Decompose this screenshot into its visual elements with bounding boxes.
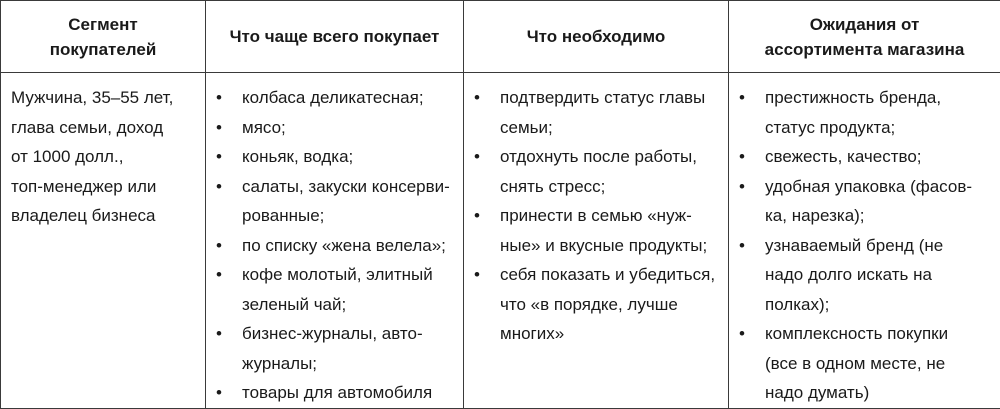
header-segment [1, 1, 206, 73]
segment-line: Мужчина, 35–55 лет, [11, 83, 199, 113]
list-item-line: • престижность бренда, [765, 83, 994, 113]
list-item-line: • принести в семью «нуж- [500, 201, 722, 231]
list-item-line: ные» и вкусные продукты; [500, 231, 722, 261]
header-line: покупателей [7, 37, 199, 62]
list-item-line: • подтвердить статус главы [500, 83, 722, 113]
header-line: Что необходимо [470, 24, 722, 49]
segment-line: глава семьи, доход [11, 113, 199, 143]
list-item-line: • по списку «жена велела»; [242, 231, 457, 261]
list-item-line: журналы; [242, 349, 457, 379]
segment-cell [1, 73, 206, 409]
list-item-line: полках); [765, 290, 994, 320]
list-item [216, 231, 457, 261]
list-item-line: • колбаса деликатесная; [242, 83, 457, 113]
needs-cell [464, 73, 729, 409]
list-item [216, 260, 457, 319]
list-item-line: • удобная упаковка (фасов- [765, 172, 994, 202]
list-item-line: надо думать) [765, 378, 994, 408]
list-item [474, 83, 722, 142]
list-item-line: надо долго искать на [765, 260, 994, 290]
list-item-line: • бизнес-журналы, авто- [242, 319, 457, 349]
segment-line: владелец бизнеса [11, 201, 199, 231]
list-item-line: рованные; [242, 201, 457, 231]
list-item [739, 231, 994, 320]
list-item [474, 201, 722, 260]
list-item-line: статус продукта; [765, 113, 994, 143]
list-item-line: • комплексность покупки [765, 319, 994, 349]
header-line: Сегмент [7, 12, 199, 37]
list-item-line: ка, нарезка); [765, 201, 994, 231]
list-item [739, 172, 994, 231]
header-row [1, 1, 1000, 73]
list-item [216, 142, 457, 172]
list-item-line: • салаты, закуски консерви- [242, 172, 457, 202]
list-item-line: • узнаваемый бренд (не [765, 231, 994, 261]
buys-list [216, 83, 457, 408]
list-item [216, 172, 457, 231]
header-expectations [729, 1, 1000, 73]
segment-line: от 1000 долл., [11, 142, 199, 172]
list-item-line: (все в одном месте, не [765, 349, 994, 379]
expectations-list [739, 83, 994, 408]
expectations-cell [729, 73, 1000, 409]
list-item-line: • товары для автомобиля [242, 378, 457, 408]
segment-line: топ-менеджер или [11, 172, 199, 202]
header-needs [464, 1, 729, 73]
list-item [216, 378, 457, 408]
list-item-line: • себя показать и убедиться, [500, 260, 722, 290]
header-line: Ожидания от [735, 12, 994, 37]
list-item-line: что «в порядке, лучше [500, 290, 722, 320]
list-item [216, 319, 457, 378]
list-item-line: • мясо; [242, 113, 457, 143]
header-buys [206, 1, 464, 73]
list-item-line: • свежесть, качество; [765, 142, 994, 172]
list-item [739, 142, 994, 172]
buys-cell [206, 73, 464, 409]
list-item-line: многих» [500, 319, 722, 349]
list-item [216, 83, 457, 113]
needs-list [474, 83, 722, 349]
list-item-line: семьи; [500, 113, 722, 143]
list-item-line: • коньяк, водка; [242, 142, 457, 172]
header-line: Что чаще всего покупает [212, 24, 457, 49]
list-item [216, 113, 457, 143]
list-item [474, 260, 722, 349]
list-item [739, 83, 994, 142]
table-row [1, 73, 1000, 409]
list-item-line: • отдохнуть после работы, [500, 142, 722, 172]
list-item-line: • кофе молотый, элитный [242, 260, 457, 290]
list-item [474, 142, 722, 201]
list-item-line: снять стресс; [500, 172, 722, 202]
list-item [739, 319, 994, 408]
header-line: ассортимента магазина [735, 37, 994, 62]
list-item-line: зеленый чай; [242, 290, 457, 320]
